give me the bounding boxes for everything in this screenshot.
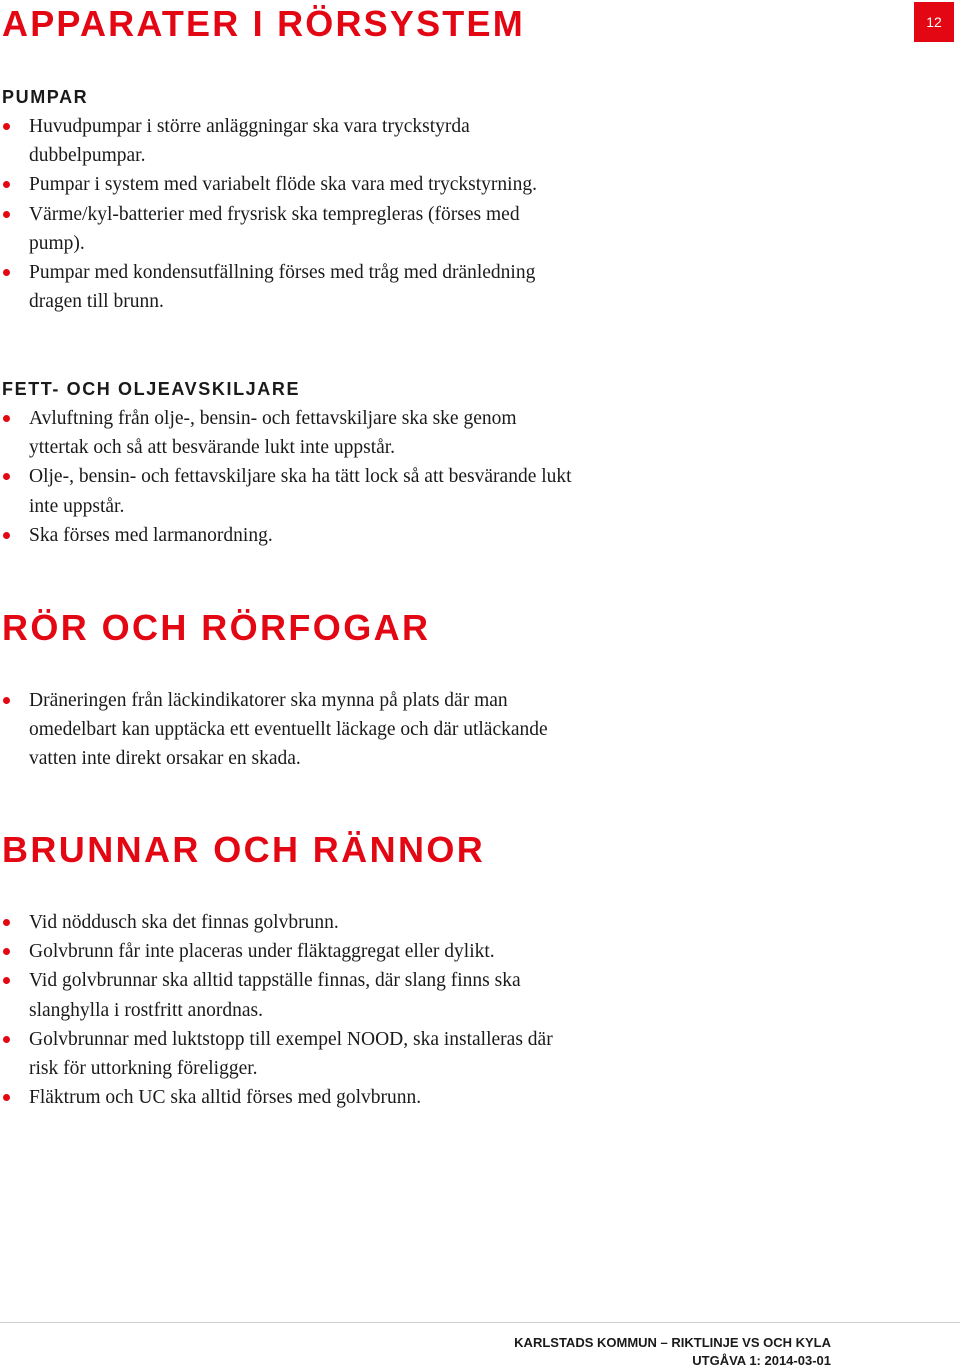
list-item: Olje-, bensin- och fettavskiljare ska ha tätt lock så att besvärande lukt inte uppstår. [0, 462, 580, 520]
list-item: Golvbrunnar med luktstopp till exempel NOOD, ska installeras där risk för uttorkning föreligger. [0, 1025, 580, 1083]
page-number-badge: 12 [914, 2, 954, 42]
footer-divider [0, 1322, 960, 1323]
bullet-list-pumpar [0, 112, 580, 316]
section-heading-brunnar: BRUNNAR OCH RÄNNOR [2, 829, 486, 870]
bullet-icon [3, 415, 10, 422]
section-heading-pumpar: PUMPAR [2, 87, 89, 107]
bullet-icon [3, 181, 10, 188]
list-item: Pumpar med kondensutfällning förses med tråg med dränledning dragen till brunn. [0, 258, 580, 316]
section-heading-ror: RÖR OCH RÖRFOGAR [2, 607, 431, 648]
list-item: Pumpar i system med variabelt flöde ska vara med tryckstyrning. [0, 170, 580, 199]
list-item: Huvudpumpar i större anläggningar ska vara tryckstyrda dubbelpumpar. [0, 112, 580, 170]
list-item: Vid nöddusch ska det finnas golvbrunn. [0, 908, 580, 937]
list-item: Avluftning från olje-, bensin- och fettavskiljare ska ske genom yttertak och så att besvärande lukt inte uppstår. [0, 404, 580, 462]
footer-edition: UTGÅVA 1: 2014-03-01 [692, 1353, 831, 1368]
bullet-icon [3, 211, 10, 218]
list-item: Värme/kyl-batterier med frysrisk ska tempregleras (förses med pump). [0, 200, 580, 258]
bullet-icon [3, 532, 10, 539]
bullet-icon [3, 269, 10, 276]
bullet-list-ror [0, 686, 580, 774]
list-item: Golvbrunn får inte placeras under fläktaggregat eller dylikt. [0, 937, 580, 966]
list-item: Ska förses med larmanordning. [0, 521, 580, 550]
bullet-icon [3, 1036, 10, 1043]
bullet-list-brunnar [0, 908, 580, 1112]
bullet-icon [3, 1094, 10, 1101]
list-item: Vid golvbrunnar ska alltid tappställe finnas, där slang finns ska slanghylla i rostfritt anordnas. [0, 966, 580, 1024]
list-item: Dräneringen från läckindikatorer ska mynna på plats där man omedelbart kan upptäcka ett eventuellt läckage och där utläckande vatten inte direkt orsakar en skada. [0, 686, 580, 774]
footer-organization: KARLSTADS KOMMUN – RIKTLINJE VS OCH KYLA [514, 1335, 831, 1350]
bullet-list-fett [0, 404, 580, 550]
bullet-icon [3, 948, 10, 955]
bullet-icon [3, 473, 10, 480]
bullet-icon [3, 977, 10, 984]
section-heading-fett: FETT- OCH OLJEAVSKILJARE [2, 379, 301, 399]
bullet-icon [3, 123, 10, 130]
page-title: APPARATER I RÖRSYSTEM [2, 3, 525, 44]
bullet-icon [3, 919, 10, 926]
list-item: Fläktrum och UC ska alltid förses med golvbrunn. [0, 1083, 580, 1112]
bullet-icon [3, 697, 10, 704]
